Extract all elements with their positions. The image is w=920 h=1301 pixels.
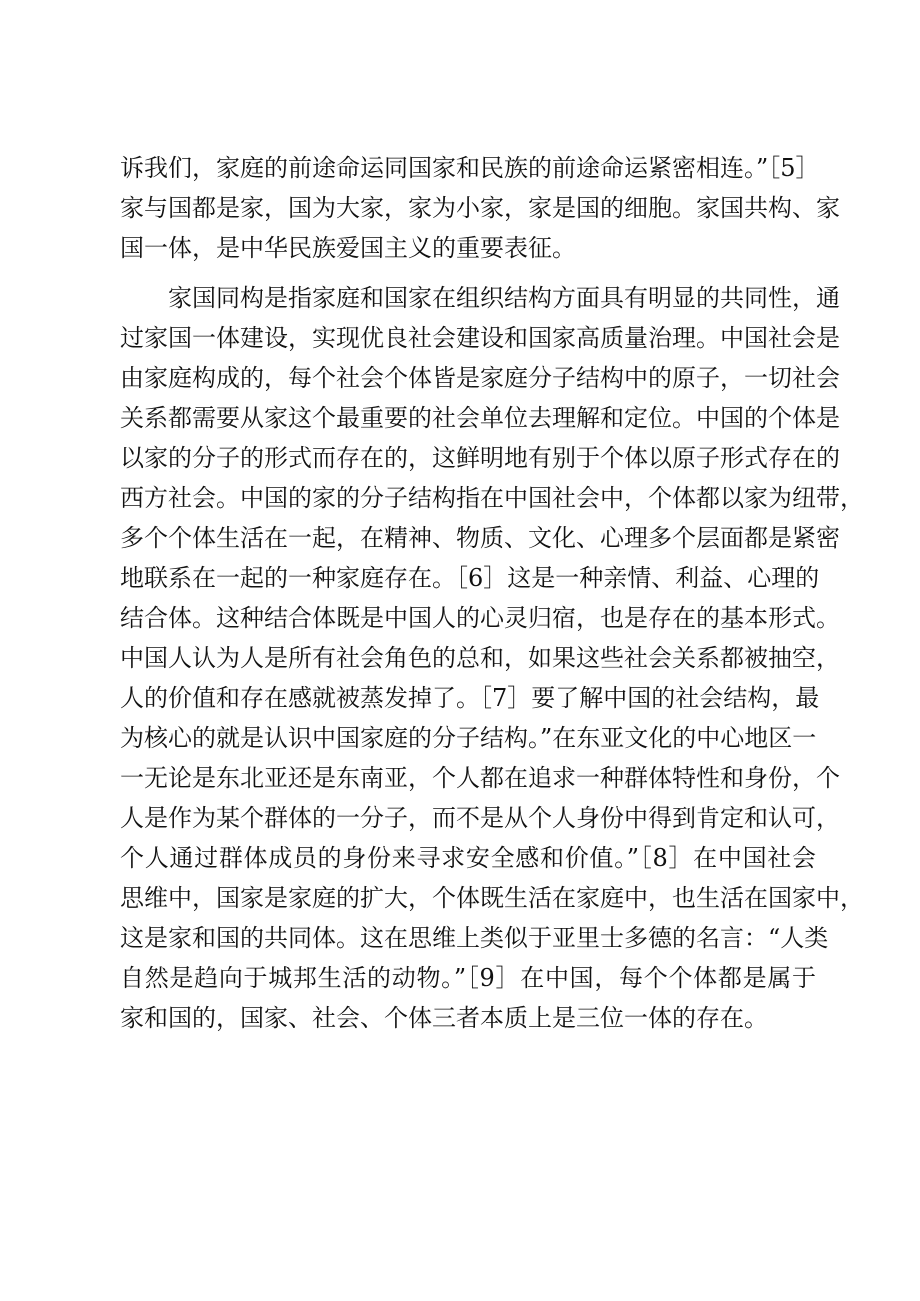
body-text — [120, 148, 864, 1038]
text-line: 思维中，国家是家庭的扩大，个体既生活在家庭中，也生活在国家中， — [120, 884, 864, 912]
text-line: 为核心的就是认识中国家庭的分子结构。”在东亚文化的中心地区一 — [120, 724, 817, 752]
text-line: 家和国的，国家、社会、个体三者本质上是三位一体的存在。 — [120, 1004, 768, 1032]
text-line: 过家国一体建设，实现优良社会建设和国家高质量治理。中国社会是 — [120, 324, 840, 352]
paragraph-gap — [120, 268, 816, 278]
text-line: 人是作为某个群体的一分子，而不是从个人身份中得到肯定和认可， — [120, 804, 840, 832]
text-line: 西方社会。中国的家的分子结构指在中国社会中，个体都以家为纽带， — [120, 484, 864, 512]
text-line: 关系都需要从家这个最重要的社会单位去理解和定位。中国的个体是 — [120, 404, 840, 432]
text-line: 中国人认为人是所有社会角色的总和，如果这些社会关系都被抽空， — [120, 644, 840, 672]
text-line: 家与国都是家，国为大家，家为小家，家是国的细胞。家国共构、家 — [120, 194, 840, 222]
paragraph-2 — [120, 278, 864, 1038]
text-line: 由家庭构成的，每个社会个体皆是家庭分子结构中的原子，一切社会 — [120, 364, 840, 392]
text-line: 结合体。这种结合体既是中国人的心灵归宿，也是存在的基本形式。 — [120, 604, 840, 632]
text-line: 多个个体生活在一起，在精神、物质、文化、心理多个层面都是紧密 — [120, 524, 840, 552]
paragraph-1 — [120, 148, 840, 268]
text-line: 以家的分子的形式而存在的，这鲜明地有别于个体以原子形式存在的 — [120, 444, 840, 472]
text-line: 家国同构是指家庭和国家在组织结构方面具有明显的共同性，通 — [168, 284, 840, 312]
text-line: 国一体，是中华民族爱国主义的重要表征。 — [120, 234, 576, 262]
text-line: 人的价值和存在感就被蒸发掉了。［7］要了解中国的社会结构，最 — [120, 684, 820, 712]
text-line: 诉我们，家庭的前途命运同国家和民族的前途命运紧密相连。”［5］ — [120, 154, 820, 182]
text-line: 个人通过群体成员的身份来寻求安全感和价值。”［8］在中国社会 — [120, 844, 816, 872]
text-line: 自然是趋向于城邦生活的动物。”［9］在中国，每个个体都是属于 — [120, 964, 816, 992]
text-line: 地联系在一起的一种家庭存在。［6］这是一种亲情、利益、心理的 — [120, 564, 820, 592]
text-line: 一无论是东北亚还是东南亚，个人都在追求一种群体特性和身份，个 — [120, 764, 840, 792]
text-line: 这是家和国的共同体。这在思维上类似于亚里士多德的名言：“人类 — [120, 924, 829, 952]
